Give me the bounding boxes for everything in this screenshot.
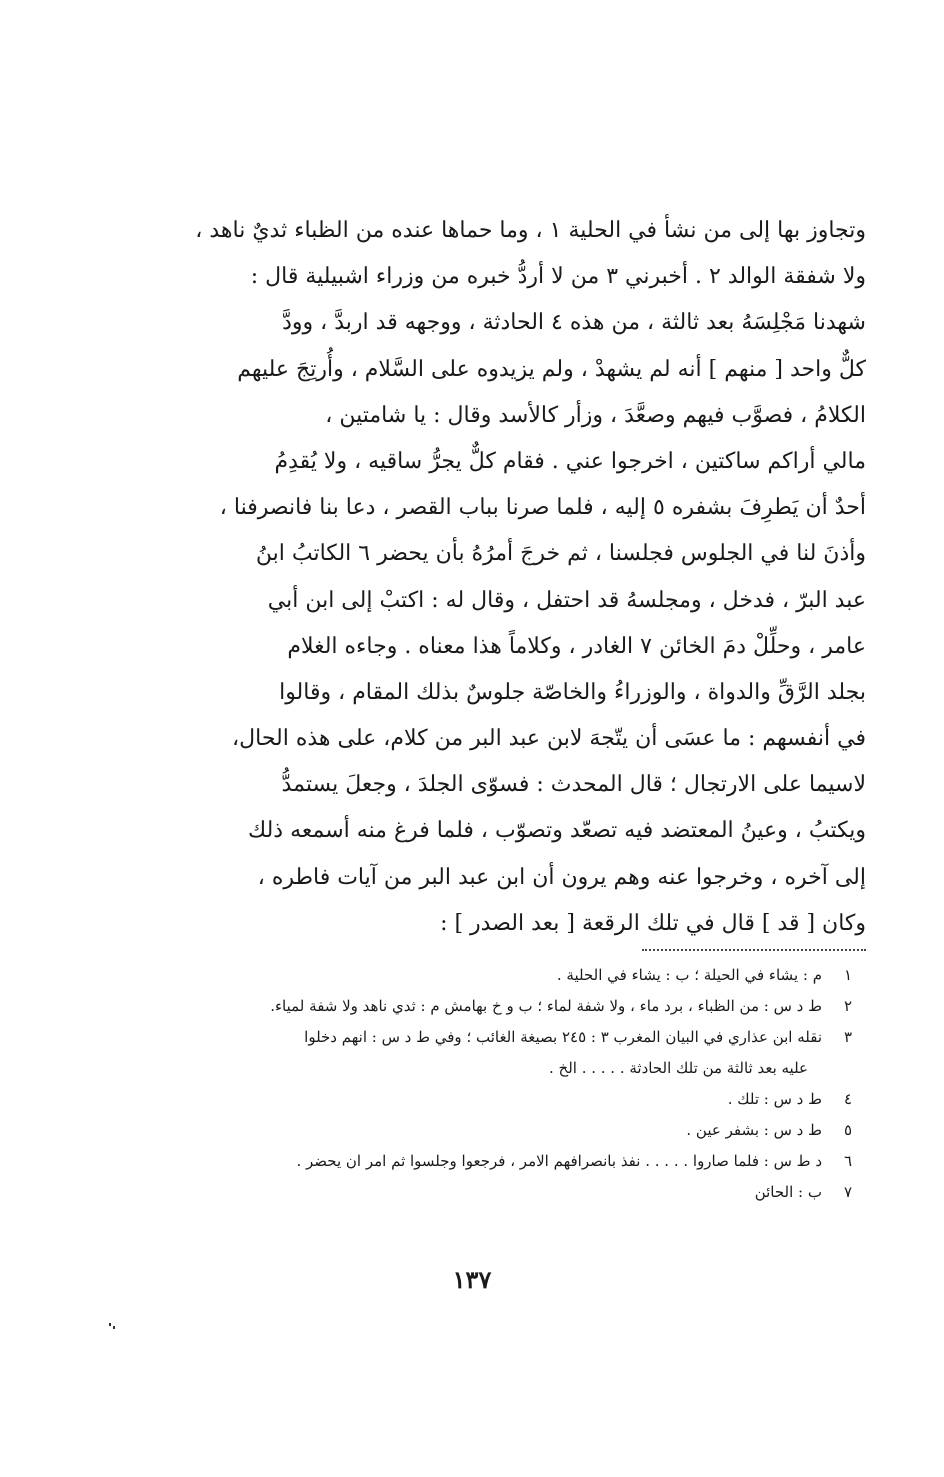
footnote-text: م : يشاء في الحيلة ؛ ب : يشاء في الحلية . [556, 966, 822, 984]
text-line: شهدنا مَجْلِسَهُ بعد ثالثة ، من هذه ٤ الحادثة ، ووجهه قد اربدَّ ، وودَّ [282, 310, 866, 336]
text-line: لاسيما على الارتجال ؛ قال المحدث : فسوّى الجلدَ ، وجعلَ يستمدُّ [281, 772, 866, 798]
footnote-number: ٦ [843, 1152, 852, 1170]
main-text-block [150, 208, 866, 947]
footnote [150, 1146, 866, 1177]
footnote [150, 1084, 866, 1115]
text-line: ويكتبُ ، وعينُ المعتضد فيه تصعّد وتصوّب ، فلما فرغ منه أسمعه ذلك [248, 818, 866, 844]
footnote [150, 1177, 866, 1208]
text-line: إلى آخره ، وخرجوا عنه وهم يرون أن ابن عبد البر من آيات فاطره ، [257, 864, 866, 890]
footnote [150, 991, 866, 1022]
footnote-number: ٣ [843, 1028, 852, 1046]
footnote-number: ٥ [843, 1121, 852, 1139]
text-line: أحدٌ أن يَطرِفَ بشفره ٥ إليه ، فلما صرنا بباب القصر ، دعا بنا فانصرفنا ، [219, 495, 866, 521]
footnote [150, 1115, 866, 1146]
text-line: عبد البرّ ، فدخل ، ومجلسهُ قد احتفل ، وقال له : اكتبْ إلى ابن أبي [267, 587, 866, 613]
footnote-text: ب : الحائن [754, 1183, 822, 1201]
text-line: الكلامُ ، فصوَّب فيهم وصعَّدَ ، وزأر كالأسد وقال : يا شامتين ، [325, 402, 866, 428]
text-line: وأذنَ لنا في الجلوس فجلسنا ، ثم خرجَ أمرُهُ بأن يحضر ٦ الكاتبُ ابنُ [255, 541, 866, 567]
footnote-text: ط د س : من الظباء ، برد ماء ، ولا شفة لماء ؛ ب و خ بهامش م : ثدي ناهد ولا شفة لمياء. [270, 997, 822, 1015]
footnote [150, 1022, 866, 1053]
footnote-text: ط د س : بشفر عين . [686, 1121, 822, 1139]
footnote-divider [642, 949, 866, 951]
scan-speck [109, 1323, 119, 1329]
text-line: في أنفسهم : ما عسَى أن يتّجهَ لابن عبد البر من كلام، على هذه الحال، [232, 726, 866, 752]
footnote-number: ١ [843, 966, 852, 984]
footnote-text: د ط س : فلما صاروا . . . . . نفذ بانصرافهم الامر ، فرجعوا وجلسوا ثم امر ان يحضر . [296, 1152, 822, 1170]
text-line: وتجاوز بها إلى من نشأ في الحلية ١ ، وما حماها عنده من الظباء ثديٌ ناهد ، [195, 218, 866, 243]
footnote-number: ٤ [843, 1090, 852, 1108]
text-line: ولا شفقة الوالد ٢ . أخبرني ٣ من لا أردُّ خبره من وزراء اشبيلية قال : [250, 264, 866, 290]
footnote-text: ط د س : تلك . [727, 1090, 822, 1108]
footnote-continuation: عليه بعد ثالثة من تلك الحادثة . . . . . الخ . [548, 1059, 808, 1077]
text-line: عامر ، وحلِّلْ دمَ الخائن ٧ الغادر ، وكلاماً هذا معناه . وجاءه الغلام [287, 633, 866, 659]
footnote-text: نقله ابن عذاري في البيان المغرب ٣ : ٢٤٥ بصيغة الغائب ؛ وفي ط د س : انهم دخلوا [304, 1028, 822, 1046]
footnote-number: ٢ [843, 997, 852, 1015]
footnote [150, 960, 866, 991]
text-line: وكان [ قد ] قال في تلك الرقعة [ بعد الصدر ] : [440, 910, 866, 936]
footnote-number: ٧ [843, 1183, 852, 1201]
text-line: بجلد الرَّقِّ والدواة ، والوزراءُ والخاصّة جلوسٌ بذلك المقام ، وقالوا [279, 679, 866, 705]
page-number: ١٣٧ [452, 1265, 492, 1294]
footnotes-block [150, 960, 866, 1208]
text-line: كلٌّ واحد [ منهم ] أنه لم يشهدْ ، ولم يزيدوه على السَّلام ، وأُرتِجَ عليهم [237, 356, 866, 382]
text-line: مالي أراكم ساكتين ، اخرجوا عني . فقام كلٌّ يجرُّ ساقيه ، ولا يُقدِمُ [274, 448, 866, 474]
